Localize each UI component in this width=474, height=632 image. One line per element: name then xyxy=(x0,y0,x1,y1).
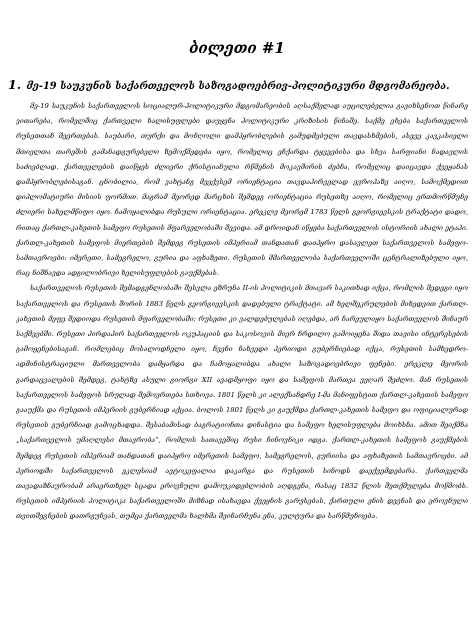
body-text xyxy=(16,99,468,627)
paragraph-2: საქართველოს რუსეთის შემადგენლობაში შესვლა ეზრუნა II-ის პოლიტიკის მთავარ საკითხად იქცა, რომლის შედეგი იყო საქართველოს და რუსეთის შორის 1883 წელს გეორგიევსკის დადებული ტრაქტატი. ამ ხელშეკრულების მიხედვით ქართლ-კახეთის მეფე შედიოდა რუსეთის მფარველობაში; რუსეთი კი ვალდებულებას იღებდა, არ ჩარეულიყო საქართველოს შინაურ საქმეებში. რუსეთი პირდაპირ საქართველოს ოკუპაციის და საკოსოვის მიერ ჩრდილო გამოიყენა შიდა თავისი ინტერესების გამოყენებისაგან. რომლებიც მოსალოდნელი იყო, ჩვენი ნახვედი პერიოდი გუბერნიებად იქცა, რუსეთის სამხედრო-ადმინისტრაციული მართველობა დამყარდა და ჩამოყალიბდა ახალი საზოგადოებრივი ფენები. ერეკლე მეორის გარდაცვალების შემდეგ, ტახტზე ასული გიორგი XII ავადმყოფი იყო და სამეფოს მართვა ვეღარ შეძლო. მან რუსეთის საქართველოს სამეფოს სრულად შემოერთება სთხოვა. 1801 წელს კი ალექსანდრე I-მა მანიფესტით ქართლ-კახეთის სამეფო გააუქმა და რუსეთის იმპერიის გუბერნიად აქცია. ბოლოს 1801 წელს კი გაუქმდა ქართლ-კახეთის სამეფო და ოფიციალურად რუსეთის გუბერნიად გამოცხადდა. შესაბამისად ბაგრატიონთა დინასტია და სამეფო ხელისუფლება მოიხსნა. ამით შეიქმნა „საქართველოს უმაღლესი მთავრობა“, რომლის სათავეშიც რუსი ჩინოვნიკი იდგა. ქართლ-კახეთის სამეფოს გაუქმების შემდეგ რუსეთის იმპერიამ თანდათან დაიპყრო იმერეთის სამეფო, სამეგრელოს, გურიისა და აფხაზეთის სამთავროები. ამ პერიოდში საქართველოს ეკლესიამ ავტოკეფალია დაკარგა და რუსეთის სინოდს დაექვემდებარა. ქართველმა თავადაზნაურობამ არაერთხელ სცადა ეროვნული დამოუკიდებლობის აღდგენა, რასაც 1832 წლის შეთქმულება მოწმობს. რუსეთის იმპერიის პოლიტიკა საქართველოში მიზნად ისახავდა ქვეყნის გარუსებას, ქართული ენის დევნას და ეროვნული თვითშეგნების დათრგუნვას, თუმცა ქართველმა ხალხმა შეინარჩუნა ენა, კულტურა და სარწმუნოება. xyxy=(16,284,468,521)
section-heading xyxy=(8,78,470,94)
section-number: 1. xyxy=(8,78,22,92)
ticket-title: ბილეთი #1 xyxy=(189,39,285,57)
paragraph-1: მე-19 საუკუნის საქართველოს სოციალურ-პოლიტიკური მდგომარეობის აღსაქმელად აუცილებელია გავიხსენოთ წინარე ვითარება, რომელშიც ქართველი ხალისუფლები დაუყენა პოლიტიკური კრიზისის წინაშე. საქმე ეხება საქართველოს რუსეთთან შეერთებას. საუბარი, თურქი და მონღოლი დამპყრობლების გამუდმებული თავდასხმების, ასევე კავკასიელი მთიელთა თარეშის გამანადგურებელი ზემოქმედება იყო, რომელიც ეჩქარდა ტყვეებისა და სხვა სარფიანი ნადავლის საძიებლად. ქართველების დაიწყეს ძლიერი ქრისტიანული რწმენის მოკავშირის ძებნა, რომელიც დაიცავდა ქვეყანას დამპყრობლებისაგან. ცნობილია, რომ ვახტანგ მეექვსემ ორიენტაცია თავდაპირველად ევროპაზე აიღო, სამოქმედოთ დიპლომატიური მისიის ფორმით. მაგრამ მეორედ მარცხის შემდეგ ორიენტაცია რუსეთზე აიღო, რომელიც ერთმორწმუნე ძლიერი სახელმწიფო იყო. ჩამოყალიბდა რუსული ორიენტაცია. ერეკლე მეორემ 1783 წელს გეორგიევსკის ტრაქტატი დადო, რითაც ქართლ-კახეთის სამეფო რუსეთის მფარველობაში შევიდა. ამ დროიდან იწყება საქართველოს ისტორიის ახალი ეტაპი. ქართლ-კახეთის სამეფოს მიერთების შემდეგ რუსეთის იმპერიამ თანდათან დაიპყრო დასავლეთ საქართველოს სამეფო-სამთავროები: იმერეთი, სამეგრელო, გურია და აფხაზეთი. რუსეთის მმართველობა საქართველოში ცენტრალიზებული იყო, რაც ნიშნავდა ადგილობრივი ხელისუფლების გაუქმებას. xyxy=(16,102,468,278)
section-title: მე-19 საუკუნის საქართველოს საზოგადოებრივ-პოლიტიკური მდგომარეობა. xyxy=(26,81,450,92)
